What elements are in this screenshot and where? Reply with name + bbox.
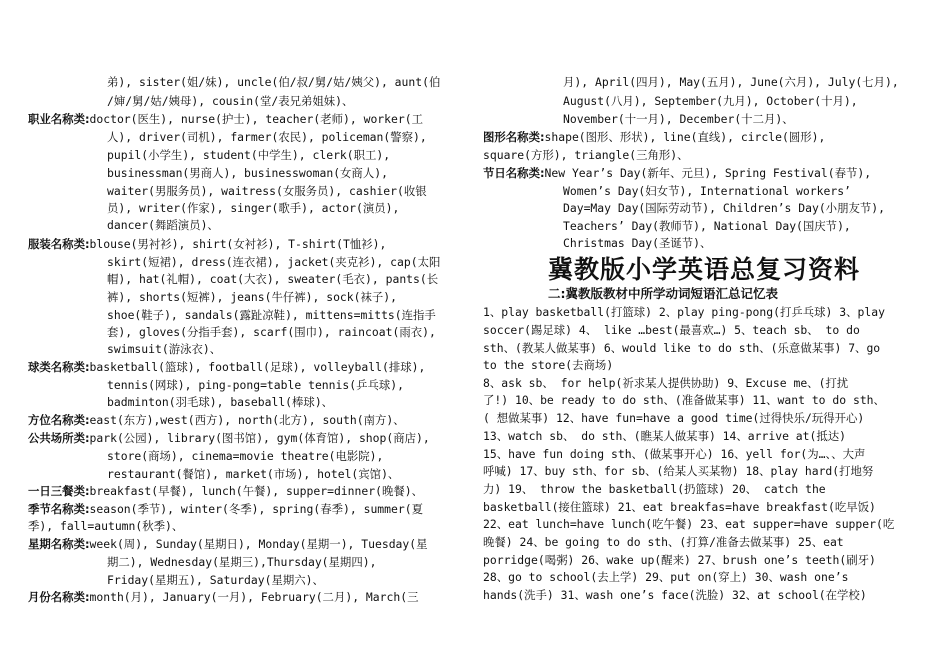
left-column-line: [107, 165, 388, 182]
right-column-line: [563, 218, 851, 235]
vocab-text: 人), driver(司机), farmer(农民), policeman(警察),: [107, 130, 427, 144]
vocab-text: shoe(鞋子), sandals(露趾凉鞋), mittens=mitts(连指手: [107, 308, 436, 322]
left-column-line: [107, 200, 399, 217]
category-label: 图形名称类:: [483, 130, 545, 144]
category-label: 一日三餐类:: [28, 484, 90, 498]
right-column-line: [563, 74, 899, 91]
right-column-line: [483, 165, 871, 182]
category-label: 月份名称类:: [28, 590, 90, 604]
left-column-line: [107, 129, 427, 146]
right-column-line: [483, 569, 848, 586]
right-column-line: [563, 200, 885, 217]
vocab-text: 员), writer(作家), singer(歌手), actor(演员),: [107, 201, 400, 215]
left-column-line: [28, 536, 428, 553]
right-column-line: [483, 304, 885, 321]
left-column-line: [107, 254, 440, 271]
vocab-text: tennis(网球), ping-pong=table tennis(乒乓球),: [107, 378, 404, 392]
left-column-line: [28, 236, 386, 253]
vocab-text: blouse(男衬衫), shirt(女衬衫), T-shirt(T恤衫),: [89, 237, 387, 251]
vocab-text: 月), April(四月), May(五月), June(六月), July(七月),: [563, 75, 899, 89]
vocab-text: November(十一月), December(十二月)、: [563, 112, 794, 126]
vocab-text: Women’s Day(妇女节), International workers’: [563, 184, 851, 198]
vocab-text: 28、go to school(去上学) 29、put on(穿上) 30、wash one’s: [483, 570, 849, 584]
vocab-text: porridge(喝粥) 26、wake up(醒来) 27、brush one’s teeth(刷牙): [483, 553, 876, 567]
vocab-text: Teachers’ Day(教师节), National Day(国庆节),: [563, 219, 851, 233]
vocab-text: breakfast(早餐), lunch(午餐), supper=dinner(晚餐)、: [89, 484, 423, 498]
vocab-text: businessman(男商人), businesswoman(女商人),: [107, 166, 388, 180]
category-label: 星期名称类:: [28, 537, 90, 551]
left-column-line: [107, 377, 404, 394]
vocab-text: 22、eat lunch=have lunch(吃午餐) 23、eat supper=have supper(吃: [483, 517, 895, 531]
section-subtitle: 二:冀教版教材中所学动词短语汇总记忆表: [548, 286, 778, 301]
right-column-line: [563, 183, 851, 200]
vocab-text: to the store(去商场): [483, 358, 614, 372]
vocab-text: basketball(接住篮球) 21、eat breakfas=have breakfast(吃早饭): [483, 500, 876, 514]
left-column-line: [107, 183, 427, 200]
category-label: 方位名称类:: [28, 413, 90, 427]
vocab-text: August(八月), September(九月), October(十月),: [563, 94, 858, 108]
right-column-line: [483, 463, 873, 480]
vocab-text: 13、watch sb、 do sth、(瞧某人做某事) 14、arrive at(抵达): [483, 429, 846, 443]
vocab-text: Christmas Day(圣诞节)、: [563, 236, 712, 250]
left-column-line: [107, 74, 440, 91]
vocab-text: /婶/舅/姑/姨母), cousin(堂/表兄弟姐妹)、: [107, 94, 354, 108]
left-column-line: [107, 448, 383, 465]
left-column-line: [107, 217, 219, 234]
vocab-text: 帽), hat(礼帽), coat(大衣), sweater(毛衣), pants(长: [107, 272, 439, 286]
vocab-text: badminton(羽毛球), baseball(棒球)、: [107, 395, 334, 409]
right-column-line: [563, 93, 858, 110]
right-column-line: [483, 375, 848, 392]
vocab-text: 15、have fun doing sth、(做某事开心) 16、yell for(为…、、大声: [483, 447, 866, 461]
right-column-line: [483, 499, 876, 516]
vocab-text: shape(图形、形状), line(直线), circle(圆形),: [544, 130, 826, 144]
vocab-text: doctor(医生), nurse(护士), teacher(老师), worker(工: [89, 112, 423, 126]
right-column-line: [483, 340, 880, 357]
right-column-line: [483, 516, 894, 533]
right-column-line: [483, 481, 826, 498]
right-column-line: [563, 111, 794, 128]
vocab-text: 晚餐) 24、be going to do sth、(打算/准备去做某事) 25、eat: [483, 535, 844, 549]
right-column-line: [483, 129, 825, 146]
right-column-line: [483, 392, 885, 409]
left-column-line: [28, 359, 425, 376]
vocab-text: 力) 19、 throw the basketball(扔篮球) 20、 catch the: [483, 482, 826, 496]
vocab-text: skirt(短裙), dress(连衣裙), jacket(夹克衫), cap(太阳: [107, 255, 441, 269]
left-column-line: [28, 412, 405, 429]
vocab-text: 弟), sister(姐/妹), uncle(伯/叔/舅/姑/姨父), aunt(伯: [107, 75, 441, 89]
left-column-line: [107, 554, 376, 571]
vocab-text: 1、play basketball(打篮球) 2、play ping-pong(打乒乓球) 3、play: [483, 305, 885, 319]
right-column-line: [483, 534, 844, 551]
vocab-text: New Year’s Day(新年、元旦), Spring Festival(春节),: [544, 166, 872, 180]
vocab-text: restaurant(餐馆), market(市场), hotel(宾馆)、: [107, 467, 400, 481]
category-label: 公共场所类:: [28, 431, 90, 445]
vocab-text: week(周), Sunday(星期日), Monday(星期一), Tuesday(星: [89, 537, 428, 551]
left-column-line: [107, 466, 399, 483]
left-column-line: [107, 324, 436, 341]
right-column-line: [483, 410, 864, 427]
vocab-text: month(月), January(一月), February(二月), March(三: [89, 590, 419, 604]
vocab-text: 裤), shorts(短裤), jeans(牛仔裤), sock(袜子),: [107, 290, 398, 304]
vocab-text: hands(洗手) 31、wash one’s face(洗脸) 32、at school(在学校): [483, 588, 867, 602]
right-column-line: [483, 446, 865, 463]
vocab-text: square(方形), triangle(三角形)、: [483, 148, 689, 162]
category-label: 服装名称类:: [28, 237, 90, 251]
right-column-line: [483, 357, 613, 374]
left-column-line: [107, 289, 397, 306]
left-column-line: [107, 93, 353, 110]
left-column-line: [107, 341, 221, 358]
vocab-text: 呼喊) 17、buy sth、for sb、(给某人买某物) 18、play hard(打地努: [483, 464, 874, 478]
vocab-text: 期二), Wednesday(星期三),Thursday(星期四),: [107, 555, 377, 569]
right-column-line: [483, 552, 876, 569]
vocab-text: 季), fall=autumn(秋季)、: [28, 519, 184, 533]
vocab-text: basketball(篮球), football(足球), volleyball(排球),: [89, 360, 426, 374]
left-column-line: [28, 501, 423, 518]
left-column-line: [28, 111, 423, 128]
vocab-text: ( 想做某事) 12、have fun=have a good time(过得快乐/玩得开心): [483, 411, 865, 425]
vocab-text: Friday(星期五), Saturday(星期六)、: [107, 573, 324, 587]
left-column-line: [107, 307, 436, 324]
left-column-line: [107, 271, 438, 288]
category-label: 球类名称类:: [28, 360, 90, 374]
vocab-text: park(公园), library(图书馆), gym(体育馆), shop(商店),: [89, 431, 430, 445]
vocab-text: east(东方),west(西方), north(北方), south(南方)、: [89, 413, 405, 427]
left-column-line: [28, 483, 423, 500]
right-column-line: [483, 428, 846, 445]
category-label: 节日名称类:: [483, 166, 545, 180]
left-column-line: [107, 394, 333, 411]
category-label: 职业名称类:: [28, 112, 90, 126]
left-column-line: [107, 572, 324, 589]
category-label: 季节名称类:: [28, 502, 90, 516]
vocab-text: 了!) 10、be ready to do sth、(准备做某事) 11、want to do sth、: [483, 393, 885, 407]
vocab-text: 套), gloves(分指手套), scarf(围巾), raincoat(雨衣),: [107, 325, 436, 339]
right-column-line: [483, 147, 689, 164]
vocab-text: soccer(踢足球) 4、 like …best(最喜欢…) 5、teach sb、 to do: [483, 323, 860, 337]
vocab-text: sth、(教某人做某事) 6、would like to do sth、(乐意做某事) 7、go: [483, 341, 881, 355]
right-column-line: [483, 322, 860, 339]
vocab-text: Day=May Day(国际劳动节), Children’s Day(小朋友节),: [563, 201, 885, 215]
right-column-line: [483, 587, 867, 604]
vocab-text: store(商场), cinema=movie theatre(电影院),: [107, 449, 384, 463]
vocab-text: season(季节), winter(冬季), spring(春季), summer(夏: [89, 502, 423, 516]
page-title: 冀教版小学英语总复习资料: [548, 255, 861, 284]
vocab-text: 8、ask sb、 for help(祈求某人提供协助) 9、Excuse me、(打扰: [483, 376, 849, 390]
left-column-line: [107, 147, 390, 164]
left-column-line: [28, 430, 430, 447]
vocab-text: waiter(男服务员), waitress(女服务员), cashier(收银: [107, 184, 427, 198]
vocab-text: dancer(舞蹈演员)、: [107, 218, 219, 232]
left-column-line: [28, 589, 418, 606]
vocab-text: pupil(小学生), student(中学生), clerk(职工),: [107, 148, 391, 162]
left-column-line: [28, 518, 183, 535]
vocab-text: swimsuit(游泳衣)、: [107, 342, 222, 356]
